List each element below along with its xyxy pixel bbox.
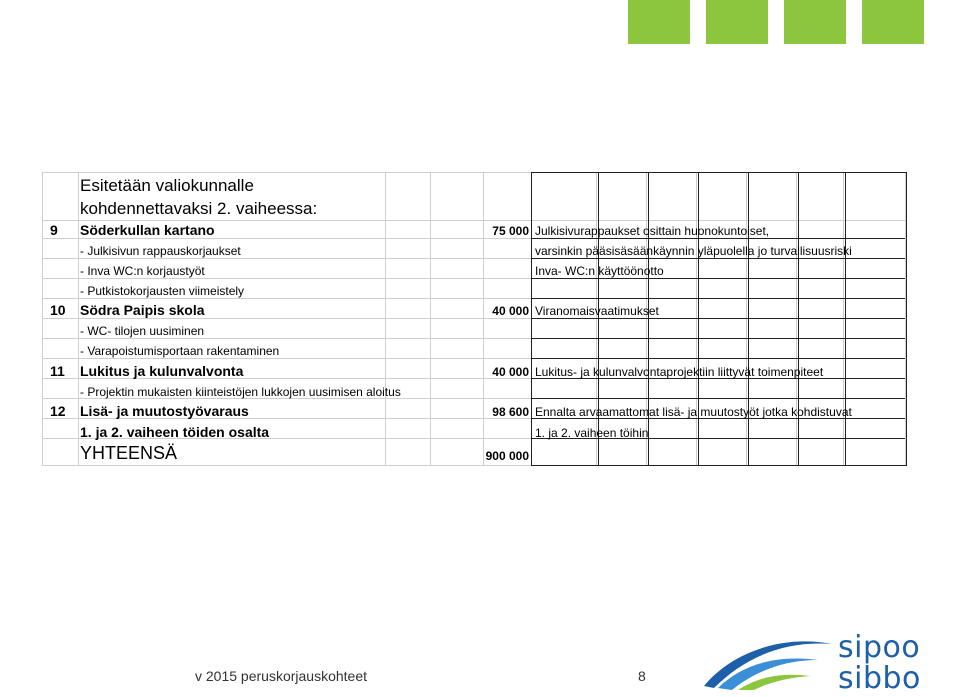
top-stripe-green-1 <box>628 0 690 44</box>
item-number: 10 <box>50 302 66 318</box>
box-vline <box>648 172 649 466</box>
item-description: Inva- WC:n käyttöönotto <box>535 264 664 278</box>
section-title-line1: Esitetään valiokunnalle <box>80 176 254 195</box>
top-stripe-green-2 <box>706 0 768 44</box>
box-line <box>531 358 905 359</box>
item-title: Söderkullan kartano <box>80 222 215 238</box>
box-line <box>531 278 905 279</box>
item-description: Ennalta arvaamattomat lisä- ja muutostyöt jotka kohdistuvat <box>535 405 852 419</box>
subitem: - Julkisivun rappauskorjaukset <box>80 244 241 258</box>
total-amount: 900 000 <box>485 449 529 463</box>
subitem: - WC- tilojen uusiminen <box>80 324 205 338</box>
item-amount: 40 000 <box>492 304 529 318</box>
box-vline <box>845 172 846 466</box>
subitem: - Projektin mukaisten kiinteistöjen lukkojen uusimisen aloitus <box>80 385 401 399</box>
logo-text-sibbo: sibbo <box>838 661 921 696</box>
item-description: Viranomaisvaatimukset <box>535 304 659 318</box>
item-number: 11 <box>50 363 65 379</box>
item-title: Södra Paipis skola <box>80 302 205 318</box>
item-amount: 75 000 <box>492 224 529 238</box>
box-vline <box>798 172 799 466</box>
item-amount: 98 600 <box>492 405 529 419</box>
item-number: 9 <box>50 222 58 238</box>
top-stripe-green-3 <box>784 0 846 44</box>
item-description: varsinkin pääsisäsäänkäynnin yläpuolella jo turvallisuusriski <box>535 244 852 258</box>
subitem: - Varapoistumisportaan rakentaminen <box>80 344 280 358</box>
total-label: YHTEENSÄ <box>80 443 178 463</box>
box-line <box>531 338 905 339</box>
sipoo-logo-icon <box>700 630 835 690</box>
item-description: Lukitus- ja kulunvalvontaprojektiin liittyvät toimenpiteet <box>535 365 824 379</box>
item-description: 1. ja 2. vaiheen töihin <box>535 426 649 440</box>
top-stripe-green-4 <box>862 0 924 44</box>
section-title-line2: kohdennettavaksi 2. vaiheessa: <box>80 199 318 218</box>
box-vline <box>748 172 749 466</box>
footer-text: v 2015 peruskorjauskohteet <box>195 668 367 684</box>
item-description: Julkisivurappaukset osittain huonokuntoiset, <box>535 224 770 238</box>
box-line <box>531 258 905 259</box>
box-line <box>531 238 905 239</box>
box-vline <box>598 172 599 466</box>
item-title: Lisä- ja muutostyövaraus <box>80 403 249 419</box>
box-line <box>531 318 905 319</box>
page-number: 8 <box>638 668 646 684</box>
box-line <box>531 398 905 399</box>
description-box <box>531 172 907 466</box>
subitem: - Inva WC:n korjaustyöt <box>80 264 205 278</box>
box-vline <box>698 172 699 466</box>
subitem: - Putkistokorjausten viimeistely <box>80 284 245 298</box>
item-title: Lukitus ja kulunvalvonta <box>80 363 244 379</box>
item-number: 12 <box>50 403 66 419</box>
box-line <box>531 298 905 299</box>
item-title-continued: 1. ja 2. vaiheen töiden osalta <box>80 424 270 440</box>
item-amount: 40 000 <box>492 365 529 379</box>
logo-text-sipoo: sipoo <box>838 630 921 665</box>
